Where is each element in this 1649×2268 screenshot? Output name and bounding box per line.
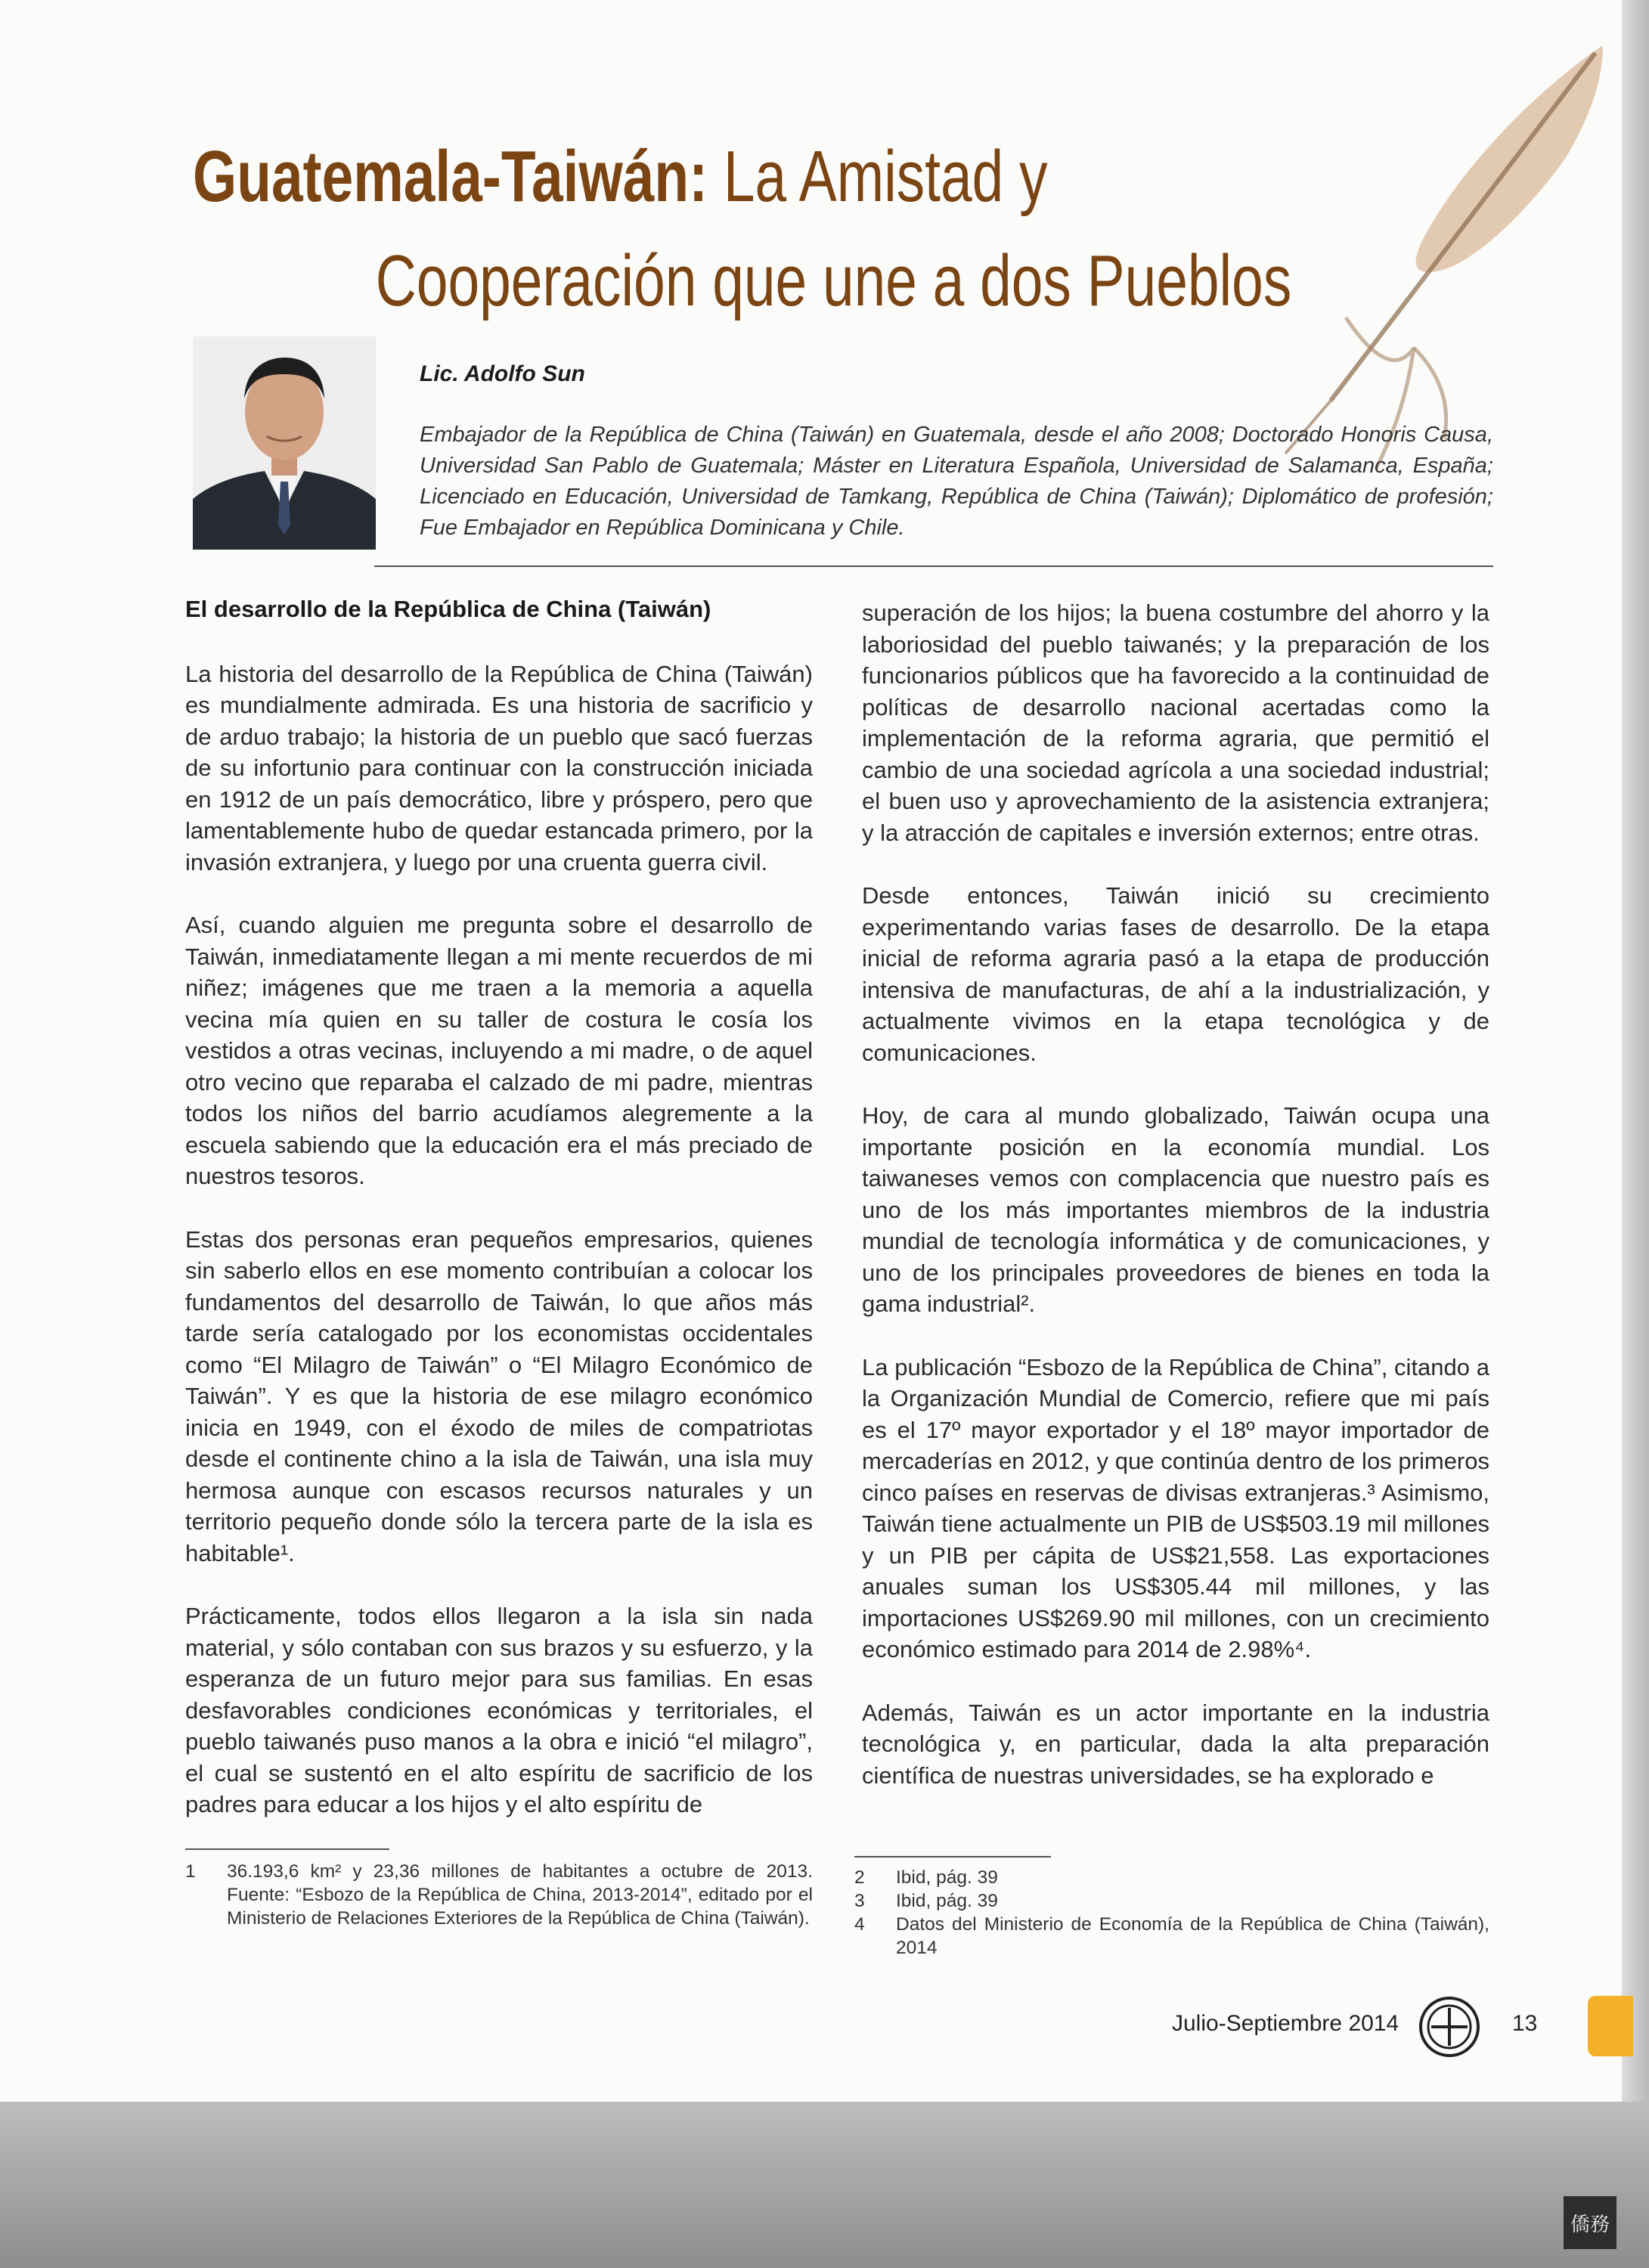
- page-spine: [1622, 0, 1649, 2102]
- page-tab-marker: [1588, 1996, 1633, 2056]
- scan-background: [0, 2102, 1649, 2268]
- issue-date: Julio-Septiembre 2014: [1172, 2011, 1399, 2036]
- quill-feather-decoration: [1240, 45, 1618, 469]
- footnote-number: 3: [854, 1891, 865, 1911]
- footnote-number: 2: [854, 1867, 865, 1888]
- section-heading: El desarrollo de la República de China (Taiwán): [185, 596, 711, 622]
- body-paragraph: Además, Taiwán es un actor importante en la industria tecnológica y, en particular, dada la alta preparación científica de nuestras universidades, se ha explorado e: [862, 1699, 1489, 1789]
- footnote-divider-right: [854, 1856, 1051, 1857]
- body-paragraph: La historia del desarrollo de la República de China (Taiwán) es mundialmente admirada. Es una historia de sacrificio y de arduo trabajo; la historia de un pueblo que sacó fuerzas de su infortunio para continuar con la construcción iniciada en 1912 de un país democrático, libre y próspero, pero que lamentablemente hubo de quedar estancada primero, por la invasión extranjera, y luego por una cruenta guerra civil.: [185, 660, 813, 875]
- watermark-stamp: 僑務: [1564, 2196, 1616, 2249]
- footnote-text: Ibid, pág. 39: [896, 1867, 998, 1888]
- title-rest: La Amistad y: [708, 136, 1048, 217]
- footnote-text: 36.193,6 km² y 23,36 millones de habitantes a octubre de 2013. Fuente: “Esbozo de la República de China, 2013-2014”, editado por el Ministerio de Relaciones Exteriores de la República de China (Taiwán).: [227, 1861, 813, 1929]
- body-paragraph: Hoy, de cara al mundo globalizado, Taiwán ocupa una importante posición en la economía mundial. Los taiwaneses vemos con complacencia que nuestro país es uno de los más importantes miembros de la industria mundial de tecnología informática y de comunicaciones, y uno de los principales proveedores de bienes en toda la gama industrial².: [862, 1102, 1489, 1317]
- body-paragraph: Prácticamente, todos ellos llegaron a la isla sin nada material, y sólo contaban con sus brazos y su esfuerzo, y la esperanza de un futuro mejor para sus familias. En esas desfavorables condiciones económicas y territoriales, el pueblo taiwanés puso manos a la obra e inició “el milagro”, el cual se sustentó en el alto espíritu de sacrificio de los padres para educar a los hijos y el alto espíritu de: [185, 1603, 813, 1817]
- title-line-2: Cooperación que une a dos Pueblos: [375, 240, 1292, 321]
- header-divider: [374, 565, 1493, 567]
- body-paragraph: La publicación “Esbozo de la República de China”, citando a la Organización Mundial de Comercio, refiere que mi país es el 17º mayor exportador y el 18º mayor importador de mercaderías en 2012, y que continúa dentro de los primeros cinco países en reservas de divisas extranjeras.³ Asimismo, Taiwán tiene actualmente un PIB de US$503.19 mil millones y un PIB per cápita de US$21,558. Las exportaciones anuales suman los US$305.44 mil millones, y las importaciones US$269.90 mil millones, con un crecimiento económico estimado para 2014 de 2.98%⁴.: [862, 1353, 1489, 1662]
- footnote: [185, 1860, 813, 1930]
- author-bio: Embajador de la República de China (Taiwán) en Guatemala, desde el año 2008; Doctorado Honoris Causa, Universidad San Pablo de Guatemala; Máster en Literatura Española, Universidad de Salamanca, España; Licenciado en Educación, Universidad de Tamkang, República de China (Taiwán); Diplomático de profesión; Fue Embajador en República Dominicana y Chile.: [420, 423, 1493, 540]
- author-name: Lic. Adolfo Sun: [420, 361, 585, 386]
- article-title: [193, 125, 1292, 333]
- body-paragraph: superación de los hijos; la buena costumbre del ahorro y la laboriosidad del pueblo taiwanés; y la preparación de los funcionarios públicos que ha favorecido a la continuidad de políticas de desarrollo nacional acertadas como la implementación de la reforma agraria, que permitió el cambio de una sociedad agrícola a una sociedad industrial; el buen uso y aprovechamiento de la asistencia extranjera; y la atracción de capitales e inversión externos; entre otras.: [862, 600, 1489, 846]
- footnotes-right: [854, 1866, 1489, 1960]
- footnote-number: 4: [854, 1914, 865, 1935]
- footnote-divider-left: [185, 1848, 389, 1850]
- magazine-logo-icon: [1418, 1996, 1480, 2058]
- body-paragraph: Estas dos personas eran pequeños empresarios, quienes sin saberlo ellos en ese momento contribuían a colocar los fundamentos del desarrollo de Taiwán, lo que años más tarde sería catalogado por los economistas occidentales como “El Milagro de Taiwán” o “El Milagro Económico de Taiwán”. Y es que la historia de ese milagro económico inicia en 1949, con el éxodo de miles de compatriotas desde el continente chino a la isla de Taiwán, una isla muy hermosa aunque con escasos recursos naturales y un territorio pequeño donde sólo la tercera parte de la isla es habitable¹.: [185, 1225, 813, 1566]
- footnote-number: 1: [185, 1861, 196, 1882]
- footnote: [854, 1913, 1489, 1960]
- right-column: [862, 597, 1489, 1823]
- footnote-text: Ibid, pág. 39: [896, 1891, 998, 1911]
- author-photo: [193, 336, 376, 550]
- footnote: [854, 1889, 1489, 1913]
- left-column: [185, 593, 813, 1852]
- footnote-text: Datos del Ministerio de Economía de la República de China (Taiwán), 2014: [896, 1914, 1489, 1958]
- page-number: 13: [1512, 2011, 1538, 2036]
- title-bold: Guatemala-Taiwán:: [193, 136, 708, 217]
- body-paragraph: Desde entonces, Taiwán inició su crecimiento experimentando varias fases de desarrollo. De la etapa inicial de reforma agraria pasó a la etapa de producción intensiva de manufacturas, de ahí a la industrialización, y actualmente vivimos en la etapa tecnológica y de comunicaciones.: [862, 882, 1489, 1066]
- footnote: [854, 1866, 1489, 1889]
- footnotes-left: [185, 1860, 813, 1930]
- body-paragraph: Así, cuando alguien me pregunta sobre el desarrollo de Taiwán, inmediatamente llegan a mi mente recuerdos de mi niñez; imágenes que me traen a la memoria a aquella vecina mía quien en su taller de costura le cosía los vestidos a otras vecinas, incluyendo a mi madre, o de aquel otro vecino que reparaba el calzado de mi padre, mientras todos los niños del barrio acudíamos alegremente a la escuela sabiendo que la educación era el más preciado de nuestros tesoros.: [185, 912, 813, 1189]
